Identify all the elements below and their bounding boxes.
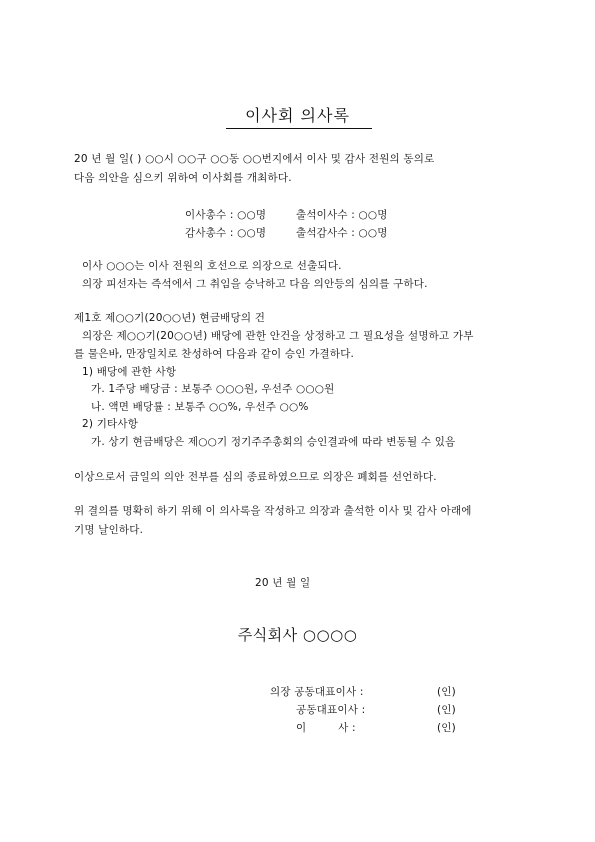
item-1-b: 나. 액면 배당률 : 보통주 ○○%, 우선주 ○○% [91, 401, 309, 413]
directors-total: 이사총수 : ○○명 [185, 209, 267, 221]
item-2-title: 2) 기타사항 [82, 418, 139, 430]
signatory-chair-label: 의장 공동대표이사 : [270, 686, 364, 698]
item-2-a: 가. 상기 현금배당은 제○○기 정기주주총회의 승인결과에 따라 변동될 수 있음 [91, 436, 456, 448]
closing-statement: 이상으로서 금일의 의안 전부를 심의 종료하였으므로 의장은 폐회를 선언하다. [74, 471, 437, 483]
signatory-co-ceo-label: 공동대표이사 : [296, 704, 366, 716]
document-title: 이사회 의사록 [245, 106, 350, 125]
item-1-a: 가. 1주당 배당금 : 보통주 ○○○원, 우선주 ○○○원 [91, 383, 335, 395]
chair-line-1: 이사 ○○○는 이사 전원의 호선으로 의장으로 선출되다. [82, 260, 342, 272]
agenda-body-2: 를 물은바, 만장일치로 찬성하여 다음과 같이 승인 가결하다. [74, 348, 355, 360]
attest-line-1: 위 결의를 명확히 하기 위해 이 의사록을 작성하고 의장과 출석한 이사 및 감사 아래에 [74, 505, 472, 517]
signatory-co-ceo-seal: (인) [437, 704, 456, 716]
auditors-total: 감사총수 : ○○명 [185, 227, 267, 239]
signatory-director-label: 이 사 : [296, 722, 356, 734]
signature-date: 20 년 월 일 [255, 577, 311, 589]
directors-present: 출석이사수 : ○○명 [296, 209, 388, 221]
company-name: 주식회사 ○○○○ [237, 626, 358, 644]
auditors-present: 출석감사수 : ○○명 [296, 227, 388, 239]
chair-line-2: 의장 피선자는 즉석에서 그 취임을 승낙하고 다음 의안등의 심의를 구하다. [82, 278, 428, 290]
item-1-title: 1) 배당에 관한 사항 [82, 366, 177, 378]
opening-line-2: 다음 의안을 심으키 위하여 이사회를 개최하다. [74, 172, 292, 184]
attest-line-2: 기명 날인하다. [74, 524, 144, 536]
signatory-director-seal: (인) [437, 722, 456, 734]
agenda-title: 제1호 제○○기(20○○년) 현금배당의 건 [74, 312, 266, 324]
opening-line-1: 20 년 월 일( ) ○○시 ○○구 ○○동 ○○번지에서 이사 및 감사 전원의 동의로 [74, 153, 435, 165]
signatory-chair-seal: (인) [437, 686, 456, 698]
agenda-body-1: 의장은 제○○기(20○○년) 배당에 관한 안건을 상정하고 그 필요성을 설명하고 가부 [82, 330, 474, 342]
title-underline [226, 128, 372, 129]
